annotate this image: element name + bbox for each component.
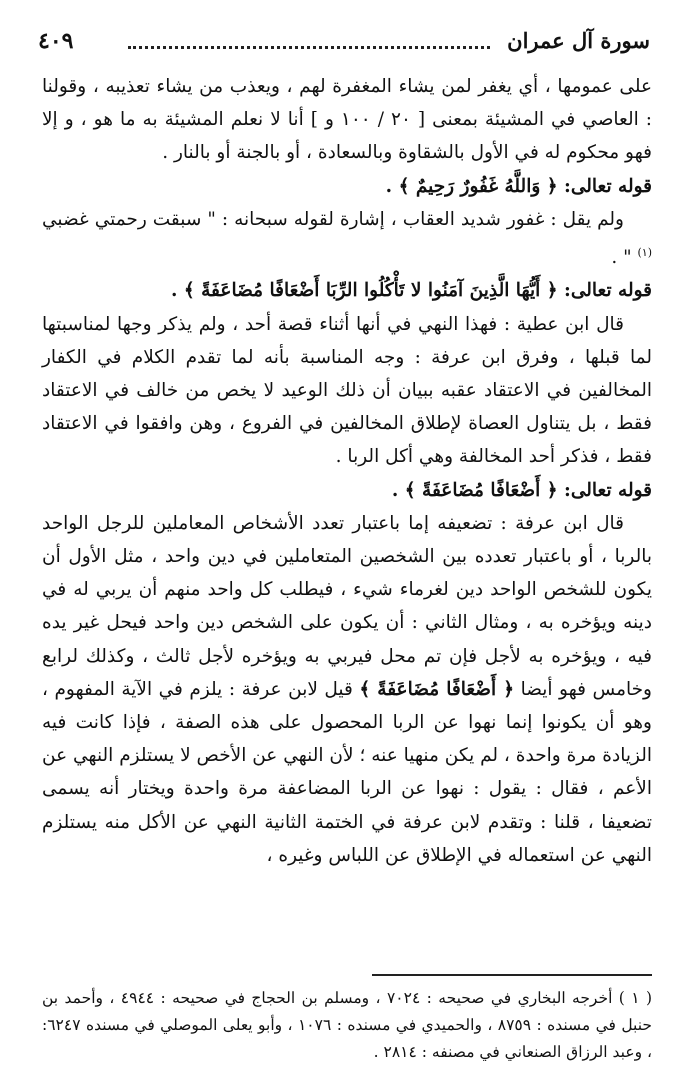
page-number: ٤٠٩	[38, 28, 74, 54]
paragraph-3-end: " .	[611, 247, 632, 269]
footnote-separator	[372, 974, 652, 976]
verse-heading-3	[42, 474, 652, 507]
verse-heading-1	[42, 170, 652, 203]
header-dotted-rule	[128, 46, 490, 49]
verse-lead: قوله تعالى:	[564, 175, 652, 197]
footnote-1: ( ١ ) أخرجه البخاري في صحيحه : ٧٠٢٤ ، ومسلم بن الحجاج في صحيحه : ٤٩٤٤ ، وأحمد بن حنبل في مسنده : ٨٧٥٩ ، والحميدي في مسنده : ١٠٧٦ ، وأبو يعلى الموصلي في مسنده ٦٢٤٧: ، وعبد الرزاق الصنعاني في مصنفه : ٢٨١٤ .	[42, 989, 652, 1061]
paragraph-7	[42, 507, 652, 872]
sura-title: سورة آل عمران	[507, 28, 650, 53]
quran-verse: ﴿ أَضْعَافًا مُضَاعَفَةً ﴾	[404, 479, 558, 501]
paragraph-7-text: قال ابن عرفة : تضعيفه إما باعتبار تعدد الأشخاص المعاملين للرجل الواحد بالربا ، أو باعتبار تعدده بين الشخصين المتعاملين في دين واحد ، مثل الأول أن يكون للشخص الواحد دين لغرماء شيء ، فيطلب كل واحد منهم أن يربي له في دينه ويؤخره به ، ومثال الثاني : أن يكون على الشخص دين واحد فيحل غير يده فيه ، ويؤخره به لأجل فإن تم محل فيربي به ويؤخره لأجل ثالث ، وكذلك لرابع وخامس فهو أيضا	[42, 512, 652, 700]
verse-lead: قوله تعالى:	[564, 280, 652, 302]
quran-verse: ﴿ وَاللَّهُ غَفُورٌ رَحِيمٌ ﴾	[398, 175, 558, 197]
paragraph-7-continuation: قيل لابن عرفة : يلزم في الآية المفهوم ، وهو أن يكونوا إنما نهوا عن الربا المحصول على هذه الصفة ، فإذا كانت فيه الزيادة مرة واحدة ، لم يكن منهيا عنه ؛ لأن النهي عن الأخص لا يستلزم النهي عن الأعم ، فقال : يقول : نهوا عن الربا المضاعفة مرة واحدة ويختار أنه يسمى تضعيفا ، قلنا : وتقدم لابن عرفة في الختمة الثانية النهي عن الأكل منه يستلزم النهي عن استعماله في الإطلاق عن اللباس وغيره ،	[42, 678, 652, 866]
paragraph-3	[42, 203, 652, 275]
page-header	[38, 28, 650, 68]
verse-heading-2	[42, 274, 652, 307]
quran-verse-inline: ﴿ أَضْعَافًا مُضَاعَفَةً ﴾	[359, 678, 515, 700]
verse-end: .	[170, 280, 178, 302]
paragraph-3-text: ولم يقل : غفور شديد العقاب ، إشارة لقوله سبحانه : " سبقت رحمتي غضبي	[42, 208, 624, 230]
verse-end: .	[385, 175, 393, 197]
footnotes	[42, 985, 652, 1066]
footnote-marker: (١)	[637, 246, 652, 260]
verse-lead: قوله تعالى:	[564, 479, 652, 501]
page-body	[42, 70, 652, 1000]
paragraph-1: على عمومها ، أي يغفر لمن يشاء المغفرة لهم ، ويعذب من يشاء تعذيبه ، وقولنا : العاصي في المشيئة بمعنى [ ٢٠ / ١٠٠ و ] أنا لا نعلم المشيئة به ما هو ، و إلا فهو محكوم له في الأول بالشقاوة وبالسعادة ، أو بالجنة أو بالنار .	[42, 76, 653, 164]
quran-verse: ﴿ أَيُّهَا الَّذِينَ آمَنُوا لا تَأْكُلُوا الرِّبَا أَضْعَافًا مُضَاعَفَةً ﴾	[183, 280, 558, 302]
verse-end: .	[391, 479, 399, 501]
paragraph-5: قال ابن عطية : فهذا النهي في أنها أثناء قصة أحد ، ولم يذكر وجها لمناسبتها لما قبلها ، وفرق ابن عرفة : وجه المناسبة بأنه لما تقدم الكلام في الكفار المخالفين في الاعتقاد عقبه ببيان أن ذلك الوعيد لا يخص من خالف في الاعتقاد فقط ، بل يتناول العصاة لإطلاق المخالفين في الفروع ، وهن وافقوا في الاعتقاد فقط ، فذكر أحد المخالفة وهي أكل الربا .	[42, 313, 652, 468]
